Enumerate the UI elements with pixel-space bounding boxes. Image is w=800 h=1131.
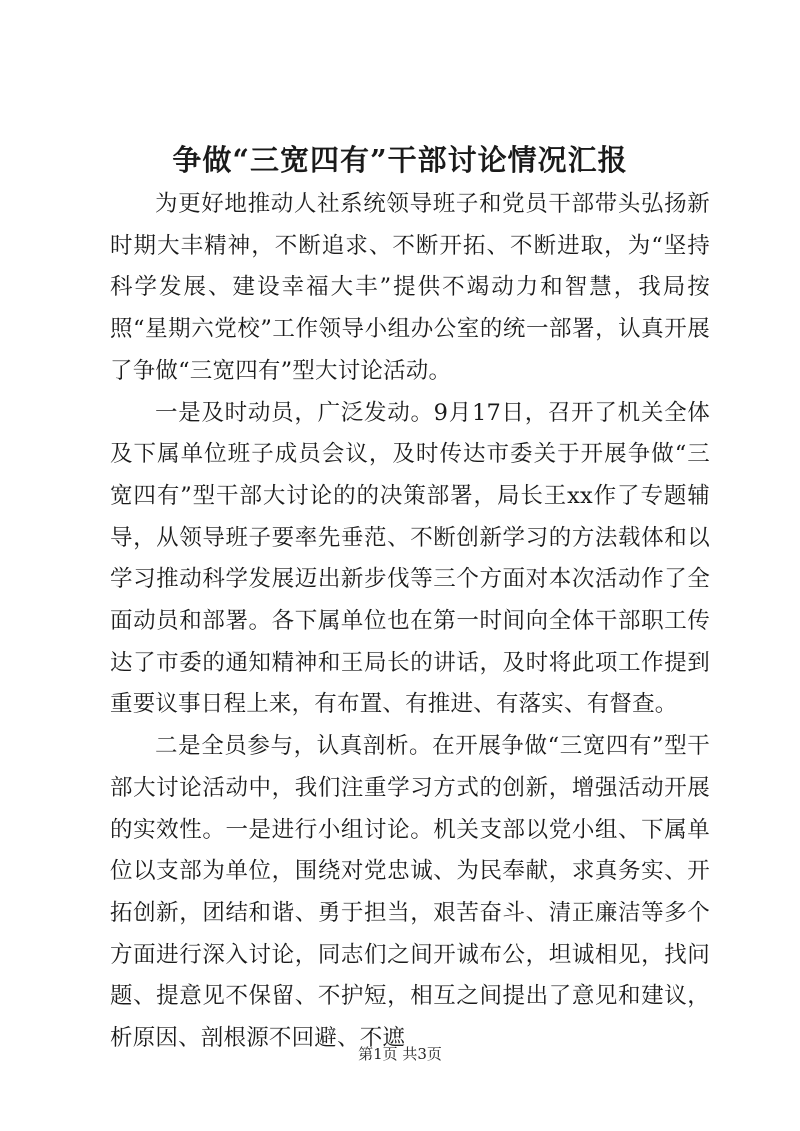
paragraph-intro: 为更好地推动人社系统领导班子和党员干部带头弘扬新时期大丰精神，不断追求、不断开拓、不断进取，为“坚持科学发展、建设幸福大丰”提供不竭动力和智慧，我局按照“星期六党校”工作领导小组办公室的统一部署，认真开展了争做“三宽四有”型大讨论活动。 — [110, 191, 710, 384]
document-body — [110, 184, 710, 1060]
paragraph-participation: 二是全员参与，认真剖析。在开展争做“三宽四有”型干部大讨论活动中，我们注重学习方式的创新，增强活动开展的实效性。一是进行小组讨论。机关支部以党小组、下属单位以支部为单位，围绕对党忠诚、为民奉献，求真务实、开拓创新，团结和谐、勇于担当，艰苦奋斗、清正廉洁等多个方面进行深入讨论，同志们之间开诚布公，坦诚相见，找问题、提意见不保留、不护短，相互之间提出了意见和建议，析原因、剖根源不回避、不遮 — [110, 733, 710, 1052]
document-title: 争做“三宽四有”干部讨论情况汇报 — [172, 143, 628, 177]
page-footer: 第1页 共3页 — [358, 1045, 442, 1063]
paragraph-mobilization: 一是及时动员，广泛发动。9月17日，召开了机关全体及下属单位班子成员会议，及时传达市委关于开展争做“三宽四有”型干部大讨论的的决策部署，局长王xx作了专题辅导，从领导班子要率先垂范、不断创新学习的方法载体和以学习推动科学发展迈出新步伐等三个方面对本次活动作了全面动员和部署。各下属单位也在第一时间向全体干部职工传达了市委的通知精神和王局长的讲话，及时将此项工作提到重要议事日程上来，有布置、有推进、有落实、有督查。 — [110, 399, 710, 718]
